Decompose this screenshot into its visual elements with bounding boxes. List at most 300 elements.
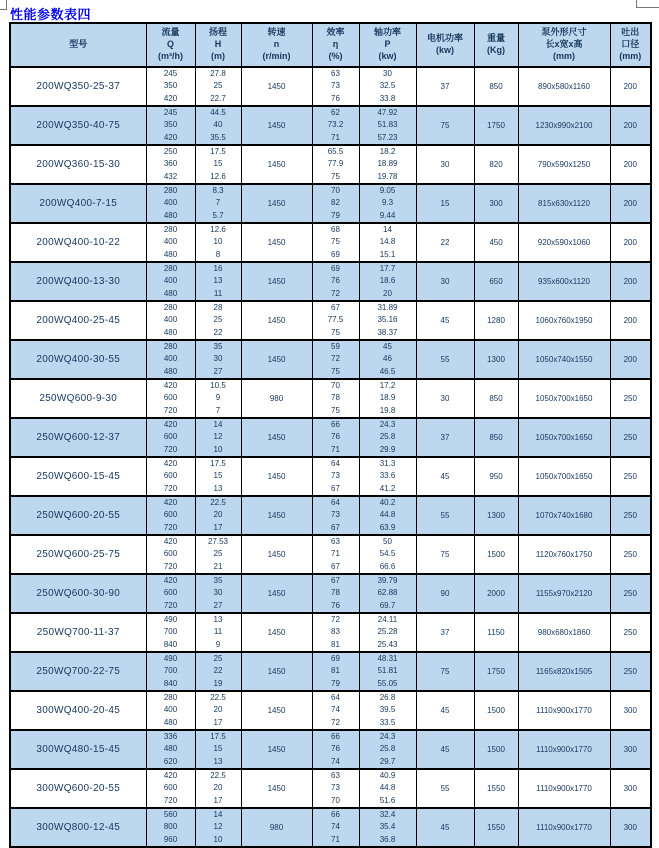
efficiency-value: 71 <box>331 834 340 844</box>
model-label: 250WQ700-11-37 <box>36 627 120 638</box>
head-cell <box>195 691 241 730</box>
shaft-power-cell <box>359 574 416 613</box>
shaft-power-value: 9.44 <box>379 210 396 220</box>
efficiency-value: 67 <box>331 483 340 493</box>
shaft-power-value: 44.8 <box>379 783 396 793</box>
shaft-power-cell <box>359 457 416 496</box>
speed-cell: 980 <box>241 808 312 847</box>
dimensions-cell: 1155x970x2120 <box>518 574 610 613</box>
header-symbol: H <box>214 39 222 50</box>
model-label: 250WQ600-15-45 <box>36 471 121 482</box>
motor-power-cell: 22 <box>416 223 474 262</box>
speed-cell: 1450 <box>241 652 312 691</box>
weight-cell: 1550 <box>474 769 518 808</box>
table-row <box>10 301 651 340</box>
efficiency-value: 64 <box>331 693 340 703</box>
efficiency-cell <box>312 613 359 652</box>
efficiency-value: 70 <box>331 186 340 196</box>
flow-cell <box>146 769 195 808</box>
efficiency-value: 71 <box>331 132 340 142</box>
shaft-power-value: 20 <box>383 288 392 298</box>
outlet-diameter-cell: 200 <box>610 106 651 145</box>
head-value: 22.5 <box>210 771 226 781</box>
flow-value: 420 <box>163 537 178 547</box>
speed-cell: 1450 <box>241 496 312 535</box>
flow-value: 420 <box>163 93 178 103</box>
motor-power-cell: 75 <box>416 652 474 691</box>
flow-value: 420 <box>163 459 178 469</box>
motor-power-cell: 90 <box>416 574 474 613</box>
model-cell <box>10 418 146 457</box>
model-label: 300WQ480-15-45 <box>36 744 121 755</box>
flow-cell <box>146 457 195 496</box>
dimensions-cell: 1120x760x1750 <box>518 535 610 574</box>
shaft-power-value: 24.3 <box>379 732 396 742</box>
efficiency-cell <box>312 574 359 613</box>
table-row <box>10 223 651 262</box>
shaft-power-value: 24.3 <box>379 420 396 430</box>
shaft-power-value: 18.89 <box>377 159 398 169</box>
model-label: 250WQ600-9-30 <box>39 393 118 404</box>
head-value: 12 <box>213 432 223 442</box>
motor-power-cell: 15 <box>416 184 474 223</box>
flow-cell <box>146 340 195 379</box>
table-row <box>10 67 651 106</box>
efficiency-value: 69 <box>331 264 340 274</box>
outlet-diameter-cell: 300 <box>610 808 651 847</box>
shaft-power-cell <box>359 262 416 301</box>
speed-cell: 1450 <box>241 418 312 457</box>
shaft-power-value: 54.5 <box>379 549 396 559</box>
efficiency-cell <box>312 496 359 535</box>
header-unit: (mm) <box>619 50 642 61</box>
shaft-power-value: 25.8 <box>379 744 396 754</box>
head-cell <box>195 301 241 340</box>
head-value: 27.8 <box>210 69 226 79</box>
head-value: 9 <box>215 393 221 403</box>
shaft-power-value: 17.7 <box>379 264 396 274</box>
head-value: 25 <box>213 654 223 664</box>
table-row <box>10 652 651 691</box>
model-label: 300WQ400-20-45 <box>36 705 121 716</box>
speed-cell: 1450 <box>241 730 312 769</box>
efficiency-value: 72 <box>331 288 340 298</box>
efficiency-value: 72 <box>331 354 340 364</box>
head-value: 25 <box>213 81 223 91</box>
head-value: 14 <box>213 810 223 820</box>
efficiency-cell <box>312 145 359 184</box>
flow-value: 480 <box>163 210 178 220</box>
outlet-diameter-cell: 200 <box>610 262 651 301</box>
head-value: 22 <box>213 666 223 676</box>
efficiency-value: 79 <box>331 678 340 688</box>
outlet-diameter-cell: 250 <box>610 574 651 613</box>
head-cell <box>195 145 241 184</box>
shaft-power-value: 35.16 <box>377 315 398 325</box>
efficiency-value: 76 <box>331 600 340 610</box>
model-cell <box>10 613 146 652</box>
shaft-power-value: 33.5 <box>379 717 396 727</box>
shaft-power-value: 31.89 <box>377 303 398 313</box>
dimensions-cell: 935x600x1120 <box>518 262 610 301</box>
efficiency-cell <box>312 106 359 145</box>
head-cell <box>195 613 241 652</box>
head-value: 11 <box>213 288 223 298</box>
header-row <box>10 23 651 67</box>
weight-cell: 450 <box>474 223 518 262</box>
model-label: 250WQ600-12-37 <box>36 432 121 443</box>
efficiency-cell <box>312 67 359 106</box>
weight-cell: 1300 <box>474 496 518 535</box>
head-value: 12 <box>213 822 223 832</box>
flow-value: 480 <box>163 744 178 754</box>
weight-cell: 300 <box>474 184 518 223</box>
flow-value: 800 <box>163 822 178 832</box>
weight-cell: 1300 <box>474 340 518 379</box>
flow-value: 600 <box>163 432 178 442</box>
efficiency-value: 76 <box>331 93 340 103</box>
shaft-power-value: 33.8 <box>379 93 396 103</box>
model-label: 200WQ400-30-55 <box>36 354 121 365</box>
shaft-power-value: 66.6 <box>379 561 396 571</box>
col-header-head <box>195 23 241 67</box>
efficiency-value: 74 <box>331 705 340 715</box>
efficiency-cell <box>312 301 359 340</box>
weight-cell: 1150 <box>474 613 518 652</box>
header-label: 泵外形尺寸 <box>541 27 587 38</box>
shaft-power-cell <box>359 379 416 418</box>
weight-cell: 1280 <box>474 301 518 340</box>
shaft-power-value: 44.8 <box>379 510 396 520</box>
flow-cell <box>146 67 195 106</box>
header-label: 效率 <box>326 27 345 38</box>
flow-cell <box>146 418 195 457</box>
model-label: 250WQ600-30-90 <box>36 588 121 599</box>
motor-power-cell: 55 <box>416 769 474 808</box>
weight-cell: 820 <box>474 145 518 184</box>
outlet-diameter-cell: 250 <box>610 496 651 535</box>
header-unit: (%) <box>328 50 343 61</box>
flow-value: 350 <box>163 120 178 130</box>
flow-value: 420 <box>163 771 178 781</box>
efficiency-value: 73 <box>331 510 340 520</box>
efficiency-value: 68 <box>331 225 340 235</box>
efficiency-cell <box>312 691 359 730</box>
flow-value: 480 <box>163 249 178 259</box>
table-row <box>10 340 651 379</box>
head-value: 27 <box>213 600 223 610</box>
head-cell <box>195 535 241 574</box>
efficiency-value: 63 <box>331 69 340 79</box>
shaft-power-cell <box>359 730 416 769</box>
flow-value: 600 <box>163 393 178 403</box>
dimensions-cell: 1050x700x1650 <box>518 379 610 418</box>
model-cell <box>10 691 146 730</box>
table-row <box>10 418 651 457</box>
table-row <box>10 730 651 769</box>
efficiency-value: 66 <box>331 810 340 820</box>
motor-power-cell: 75 <box>416 535 474 574</box>
efficiency-value: 75 <box>331 327 340 337</box>
efficiency-cell <box>312 379 359 418</box>
motor-power-cell: 55 <box>416 340 474 379</box>
head-value: 25 <box>213 315 223 325</box>
shaft-power-value: 51.6 <box>379 795 396 805</box>
head-value: 12.6 <box>210 171 226 181</box>
head-value: 35 <box>213 576 223 586</box>
header-label: 吐出 <box>621 27 640 38</box>
header-label: 转速 <box>267 27 286 38</box>
efficiency-value: 76 <box>331 744 340 754</box>
table-row <box>10 379 651 418</box>
efficiency-value: 71 <box>331 444 340 454</box>
model-cell <box>10 652 146 691</box>
motor-power-cell: 75 <box>416 106 474 145</box>
dimensions-cell: 1050x740x1550 <box>518 340 610 379</box>
shaft-power-value: 14.8 <box>379 237 396 247</box>
head-cell <box>195 730 241 769</box>
shaft-power-value: 62.88 <box>377 588 398 598</box>
flow-value: 420 <box>163 420 178 430</box>
model-cell <box>10 769 146 808</box>
head-value: 13 <box>213 756 223 766</box>
flow-value: 960 <box>163 834 178 844</box>
efficiency-cell <box>312 418 359 457</box>
head-cell <box>195 496 241 535</box>
weight-cell: 2000 <box>474 574 518 613</box>
shaft-power-value: 55.05 <box>377 678 398 688</box>
model-cell <box>10 184 146 223</box>
shaft-power-value: 51.81 <box>377 666 398 676</box>
motor-power-cell: 45 <box>416 301 474 340</box>
header-label: 流量 <box>161 27 180 38</box>
efficiency-value: 71 <box>331 549 340 559</box>
motor-power-cell: 30 <box>416 262 474 301</box>
shaft-power-value: 19.8 <box>379 405 396 415</box>
header-symbol: P <box>384 39 391 50</box>
flow-value: 720 <box>163 561 178 571</box>
efficiency-cell <box>312 457 359 496</box>
shaft-power-value: 18.9 <box>379 393 396 403</box>
shaft-power-value: 46 <box>383 354 392 364</box>
model-label: 300WQ800-12-45 <box>36 822 121 833</box>
outlet-diameter-cell: 300 <box>610 691 651 730</box>
flow-value: 400 <box>163 354 178 364</box>
model-label: 200WQ400-10-22 <box>36 237 121 248</box>
motor-power-cell: 37 <box>416 67 474 106</box>
header-symbol: n <box>273 39 280 50</box>
shaft-power-value: 39.5 <box>379 705 396 715</box>
shaft-power-cell <box>359 340 416 379</box>
flow-value: 600 <box>163 783 178 793</box>
speed-cell: 1450 <box>241 262 312 301</box>
outlet-diameter-cell: 250 <box>610 652 651 691</box>
head-value: 44.5 <box>210 108 226 118</box>
outlet-diameter-cell: 250 <box>610 613 651 652</box>
efficiency-value: 67 <box>331 576 340 586</box>
col-header-efficiency <box>312 23 359 67</box>
shaft-power-value: 33.6 <box>379 471 396 481</box>
flow-value: 840 <box>163 678 178 688</box>
flow-value: 336 <box>163 732 178 742</box>
efficiency-value: 59 <box>331 342 340 352</box>
model-label: 200WQ350-25-37 <box>36 81 121 92</box>
col-header-weight <box>474 23 518 67</box>
weight-cell: 650 <box>474 262 518 301</box>
efficiency-cell <box>312 652 359 691</box>
efficiency-cell <box>312 808 359 847</box>
head-value: 30 <box>213 588 223 598</box>
motor-power-cell: 55 <box>416 496 474 535</box>
flow-cell <box>146 106 195 145</box>
efficiency-value: 72 <box>331 717 340 727</box>
header-unit: (m) <box>211 50 225 61</box>
performance-table <box>9 22 652 848</box>
head-cell <box>195 67 241 106</box>
head-value: 10 <box>213 834 223 844</box>
efficiency-value: 63 <box>331 537 340 547</box>
head-value: 27.53 <box>207 537 229 547</box>
shaft-power-value: 45 <box>383 342 392 352</box>
head-cell <box>195 340 241 379</box>
model-cell <box>10 106 146 145</box>
flow-value: 420 <box>163 576 178 586</box>
head-value: 17.5 <box>210 459 226 469</box>
header-unit: (m³/h) <box>158 50 183 61</box>
head-cell <box>195 574 241 613</box>
head-cell <box>195 223 241 262</box>
model-cell <box>10 301 146 340</box>
shaft-power-value: 25.28 <box>377 627 398 637</box>
model-cell <box>10 535 146 574</box>
flow-value: 620 <box>163 756 178 766</box>
efficiency-value: 67 <box>331 561 340 571</box>
dimensions-cell: 1165x820x1505 <box>518 652 610 691</box>
header-label: 口径 <box>621 39 640 50</box>
flow-cell <box>146 301 195 340</box>
head-value: 10.5 <box>210 381 226 391</box>
head-value: 17.5 <box>210 732 226 742</box>
head-value: 30 <box>213 354 223 364</box>
shaft-power-value: 18.6 <box>379 276 396 286</box>
efficiency-value: 62 <box>331 108 340 118</box>
efficiency-value: 65.5 <box>327 147 344 157</box>
head-cell <box>195 457 241 496</box>
speed-cell: 980 <box>241 379 312 418</box>
header-unit: (mm) <box>553 50 575 61</box>
header-unit: (Kg) <box>487 45 505 55</box>
flow-cell <box>146 496 195 535</box>
model-cell <box>10 808 146 847</box>
dimensions-cell: 1070x740x1680 <box>518 496 610 535</box>
outlet-diameter-cell: 200 <box>610 340 651 379</box>
efficiency-value: 64 <box>331 498 340 508</box>
shaft-power-value: 36.8 <box>379 834 396 844</box>
flow-cell <box>146 535 195 574</box>
shaft-power-value: 40.9 <box>379 771 396 781</box>
flow-cell <box>146 691 195 730</box>
shaft-power-value: 57.23 <box>377 132 398 142</box>
head-value: 35.5 <box>210 132 226 142</box>
head-value: 17.5 <box>210 147 226 157</box>
flow-value: 420 <box>163 498 178 508</box>
model-cell <box>10 340 146 379</box>
head-value: 25 <box>213 549 223 559</box>
header-symbol: η <box>332 39 339 50</box>
dimensions-cell: 1230x990x2100 <box>518 106 610 145</box>
flow-value: 432 <box>163 171 178 181</box>
motor-power-cell: 45 <box>416 691 474 730</box>
head-value: 20 <box>213 705 223 715</box>
head-value: 21 <box>213 561 223 571</box>
shaft-power-cell <box>359 223 416 262</box>
flow-value: 720 <box>163 483 178 493</box>
flow-value: 400 <box>163 705 178 715</box>
outlet-diameter-cell: 250 <box>610 379 651 418</box>
head-value: 14 <box>213 420 223 430</box>
outlet-diameter-cell: 200 <box>610 184 651 223</box>
header-symbol: Q <box>166 39 174 50</box>
motor-power-cell: 45 <box>416 457 474 496</box>
head-value: 13 <box>213 276 223 286</box>
flow-value: 280 <box>163 342 178 352</box>
flow-cell <box>146 223 195 262</box>
table-row <box>10 262 651 301</box>
efficiency-value: 69 <box>331 654 340 664</box>
outlet-diameter-cell: 250 <box>610 535 651 574</box>
weight-cell: 850 <box>474 67 518 106</box>
crop-artifact-cell <box>636 0 659 8</box>
shaft-power-cell <box>359 184 416 223</box>
flow-cell <box>146 379 195 418</box>
motor-power-cell: 37 <box>416 613 474 652</box>
head-value: 27 <box>213 366 223 376</box>
flow-value: 280 <box>163 264 178 274</box>
flow-value: 280 <box>163 186 178 196</box>
shaft-power-cell <box>359 106 416 145</box>
table-row <box>10 769 651 808</box>
head-value: 20 <box>213 510 223 520</box>
speed-cell: 1450 <box>241 106 312 145</box>
col-header-speed <box>241 23 312 67</box>
dimensions-cell: 1050x700x1650 <box>518 457 610 496</box>
head-value: 15 <box>213 471 223 481</box>
head-value: 15 <box>213 744 223 754</box>
head-value: 35 <box>213 342 223 352</box>
head-cell <box>195 769 241 808</box>
weight-cell: 1500 <box>474 691 518 730</box>
outlet-diameter-cell: 300 <box>610 769 651 808</box>
shaft-power-value: 18.2 <box>379 147 396 157</box>
weight-cell: 1750 <box>474 106 518 145</box>
outlet-diameter-cell: 250 <box>610 457 651 496</box>
shaft-power-cell <box>359 613 416 652</box>
shaft-power-cell <box>359 496 416 535</box>
efficiency-value: 73 <box>331 81 340 91</box>
flow-value: 600 <box>163 588 178 598</box>
weight-cell: 1500 <box>474 730 518 769</box>
flow-cell <box>146 262 195 301</box>
shaft-power-cell <box>359 535 416 574</box>
table-row <box>10 574 651 613</box>
efficiency-value: 70 <box>331 381 340 391</box>
weight-cell: 850 <box>474 379 518 418</box>
shaft-power-value: 50 <box>383 537 392 547</box>
flow-value: 400 <box>163 276 178 286</box>
flow-cell <box>146 145 195 184</box>
head-value: 17 <box>213 717 223 727</box>
shaft-power-value: 17.2 <box>379 381 396 391</box>
